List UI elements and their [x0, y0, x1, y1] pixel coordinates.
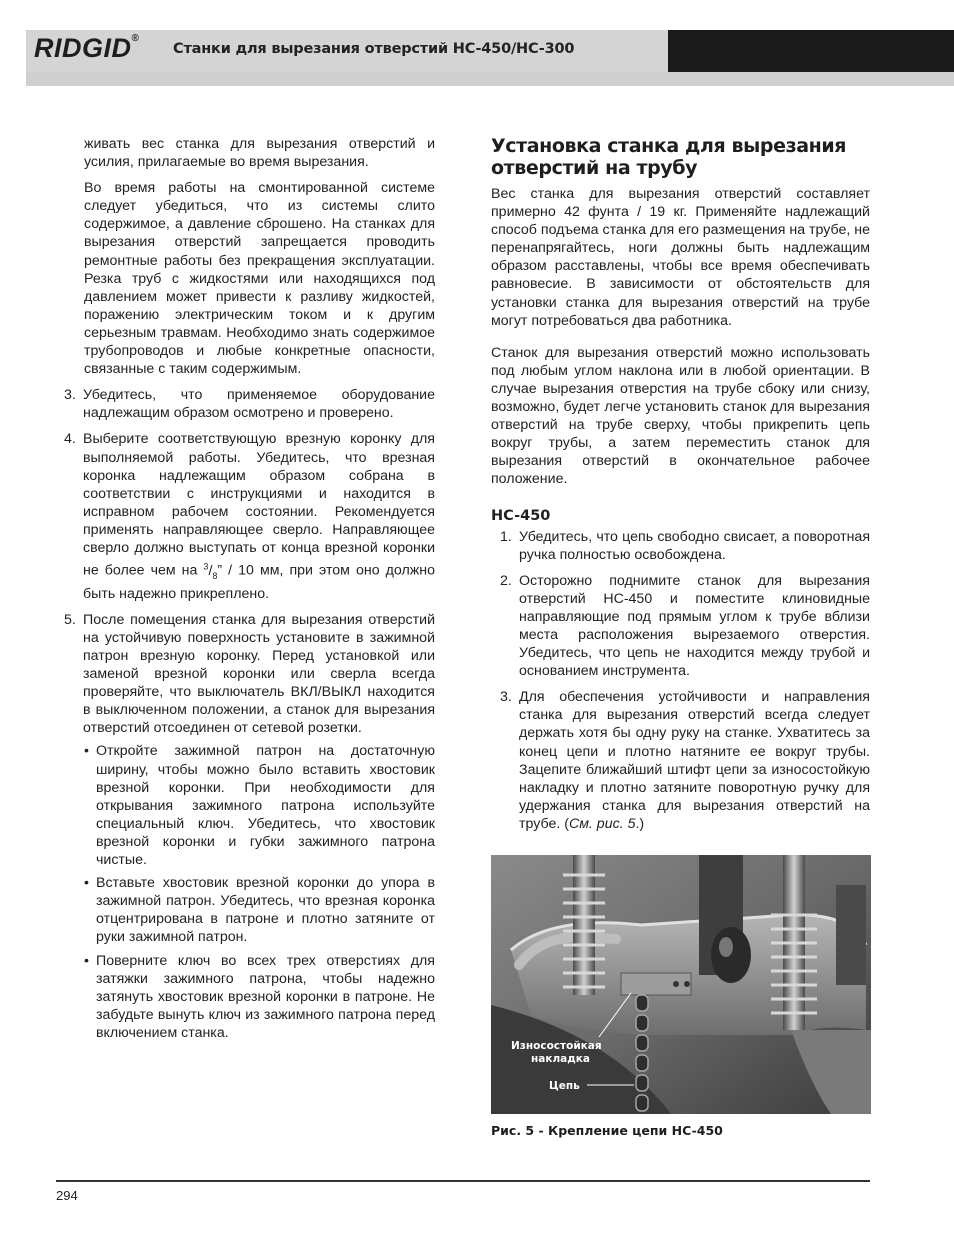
bullet-text: Откройте зажимной патрон на достаточную ширину, чтобы можно было вставить хвостовик врезной коронки. При необходимости для открывания зажимного патрона используйте специальный ключ. Убедитесь, что хвостовик врезной коронки и губки зажимного патрона чистые. — [96, 743, 435, 869]
list-number: 1. — [500, 528, 512, 545]
footer-rule — [56, 1180, 870, 1182]
label-wear-pad-1: Износостойкая — [511, 1040, 602, 1052]
bullet-mark: • — [84, 952, 89, 969]
figure-caption: Рис. 5 - Крепление цепи HC-450 — [491, 1123, 723, 1138]
list-item-2 — [491, 572, 870, 681]
bullet-mark: • — [84, 743, 89, 760]
list-item — [84, 742, 435, 869]
list-item — [84, 952, 435, 1042]
bullet-text: Поверните ключ во всех трех отверстиях для затяжки зажимного патрона, чтобы надежно затянуть хвостовик врезной коронки в патроне. Не забудьте вынуть ключ из зажимного патрона перед включением станка. — [96, 952, 435, 1041]
list-text: Убедитесь, что применяемое оборудование надлежащим образом осмотрено и проверено. — [83, 387, 435, 422]
list-item-5 — [64, 611, 435, 738]
list-text: Убедитесь, что цепь свободно свисает, а поворотная ручка полностью освобождена. — [519, 528, 870, 563]
list-text: Выберите соответствующую врезную коронку для выполняемой работы. Убедитесь, что врезная коронка надлежащим образом собрана в соответствии с инструкциями и находится в исправном рабочем состоянии. Рекомендуется применять направляющее сверло. Направляющее сверло должно выступать от конца врезной коронки не более чем на $^3/_8$” / 10 мм, при этом оно должно быть надежно прикреплено. — [83, 431, 435, 602]
left-paragraph-2: Во время работы на смонтированной системе следует убедиться, что из системы слито содержимое, а давление сброшено. На станках для вырезания отверстий запрещается проводить ремонтные работы без прекращения эксплуатации. Резка труб с жидкостями или находящихся под давлением может привести к разливу жидкостей, поражению электрическим током и к другим серьезным травмам. Необходимо знать содержимое трубопроводов и любые конкретные опасности, связанные с таким содержимым. — [84, 180, 435, 378]
list-text: Осторожно поднимите станок для вырезания отверстий HC-450 и поместите клиновидные направляющие под прямым углом к трубе вблизи места расположения вырезаемого отверстия. Убедитесь, что цепь не находится между трубой и основанием инструмента. — [519, 572, 870, 680]
list-item-4 — [64, 430, 435, 602]
list-item-3 — [491, 688, 870, 833]
list-number: 5. — [64, 611, 76, 628]
list-item-1 — [491, 528, 870, 564]
label-wear-pad-2: накладка — [531, 1053, 590, 1065]
figure-reference: См. рис. 5 — [568, 815, 636, 832]
right-column — [491, 135, 870, 833]
label-chain: Цепь — [549, 1080, 580, 1092]
figure-photo — [491, 855, 871, 1114]
list-number: 3. — [64, 387, 76, 404]
header-underbar — [26, 72, 954, 86]
header-title: Станки для вырезания отверстий HC-450/HC-300 — [173, 41, 575, 57]
list-text: Для обеспечения устойчивости и направления станка для вырезания отверстий всегда следует держать хотя бы одну руку на станке. Ухватитесь за конец цепи и плотно натяните ее вокруг трубы. Зацепите ближайший штифт цепи за износостойкую накладку и плотно затяните поворотную ручку для удержания станка для вырезания отверстий на трубе. (См. рис. 5.) — [519, 689, 870, 832]
list-number: 4. — [64, 431, 76, 448]
left-column — [64, 135, 435, 1042]
page-number: 294 — [56, 1188, 78, 1203]
list-text: После помещения станка для вырезания отверстий на устойчивую поверхность установите в зажимной патрон врезную коронку. Перед установкой или заменой врезной коронки или сверла всегда проверяйте, что выключатель ВКЛ/ВЫКЛ находится в выключенном положении, а станок для вырезания отверстий отсоединен от сетевой розетки. — [83, 611, 435, 737]
section-heading: Установка станка для вырезания отверстий на трубу — [491, 135, 847, 179]
bullet-text: Вставьте хвостовик врезной коронки до упора в зажимной патрон. Убедитесь, что врезная коронка отцентрирована в патроне и плотно затяните от руки зажимной патрон. — [96, 875, 435, 946]
right-paragraph-2: Станок для вырезания отверстий можно использовать под любым углом наклона или в любой ориентации. В случае вырезания отверстия на трубе сбоку или снизу, возможно, будет легче установить станок для вырезания отверстий на трубе сверху, чтобы прикрепить цепь вокруг трубы, а затем переместить станок для вырезания отверстий в окончательное рабочее положение. — [491, 344, 870, 488]
chain-mount-photo — [491, 855, 871, 1114]
list-item — [84, 874, 435, 946]
list-number: 2. — [500, 572, 512, 589]
left-paragraph-1: живать вес станка для вырезания отверстий и усилия, прилагаемые во время вырезания. — [84, 136, 435, 171]
right-paragraph-1: Вес станка для вырезания отверстий составляет примерно 42 фунта / 19 кг. Применяйте надлежащий способ подъема станка для его размещения на трубе, не перенапрягайтесь, ноги должны быть надлежащим образом расставлены, чтобы все время обеспечивать равновесие. В зависимости от обстоятельств для установки станка для вырезания отверстий на трубе могут потребоваться два работника. — [491, 186, 870, 329]
list-item-3 — [64, 386, 435, 422]
bullet-mark: • — [84, 875, 89, 892]
subsection-heading: HC-450 — [491, 507, 551, 524]
header-black-block — [668, 30, 954, 72]
bullet-list — [84, 742, 435, 1042]
ridgid-logo: RIDGID® — [34, 33, 140, 63]
list-number: 3. — [500, 689, 512, 706]
